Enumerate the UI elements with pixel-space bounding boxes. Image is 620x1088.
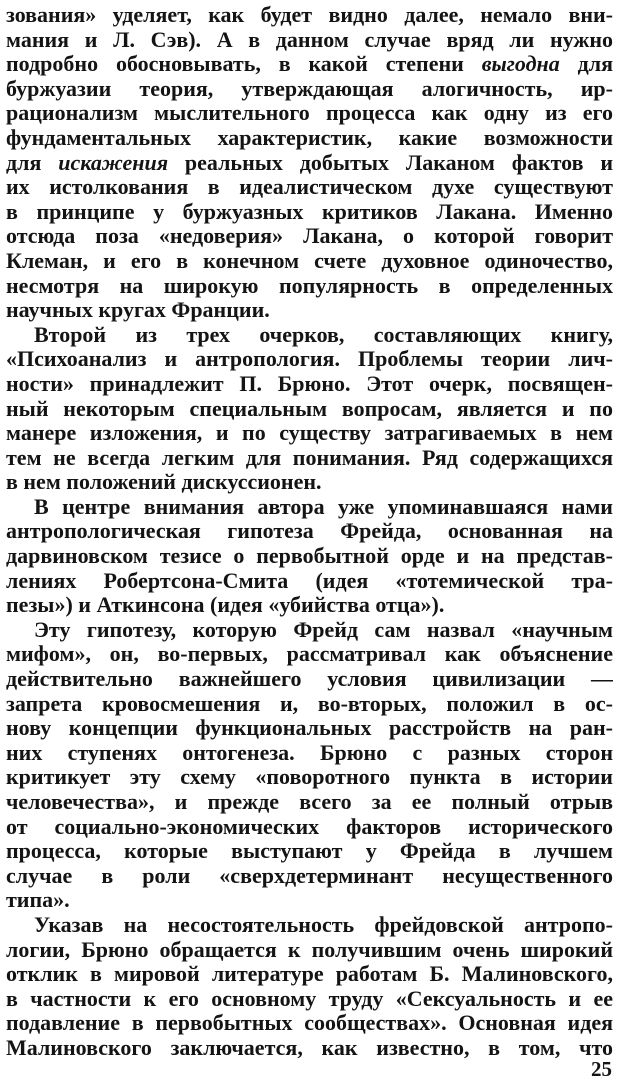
text-line: действительно важнейшего условия цивилизации —	[6, 667, 613, 692]
body-text	[6, 3, 613, 1061]
text-line: Второй из трех очерков, составляющих книгу,	[34, 322, 613, 347]
text-line: них ступенях онтогенеза. Брюно с разных сторон	[6, 740, 613, 765]
text-line: в частности к его основному труду «Сексуальность и ее	[6, 986, 613, 1011]
text-line	[6, 52, 613, 77]
text-line: лениях Робертсона-Смита (идея «тотемической тра-	[6, 568, 613, 593]
text-line: рационализм мыслительного процесса как одну из его	[6, 101, 613, 126]
text-line: Указав на несостоятельность фрейдовской антропо-	[34, 912, 613, 937]
text-line: процесса, которые выступают у Фрейда в лучшем	[6, 839, 613, 864]
text-line: манере изложения, и по существу затрагиваемых в нем	[6, 421, 613, 446]
text-line: дарвиновском тезисе о первобытной орде и на представ-	[6, 544, 613, 569]
text-line: типа».	[6, 888, 70, 913]
text-line: Клеман, и его в конечном счете духовное одиночество,	[6, 248, 613, 273]
text-line: подавление в первобытных сообществах». Основная идея	[6, 1011, 613, 1036]
page-number: 25	[591, 1057, 612, 1081]
text-line: Эту гипотезу, которую Фрейд сам назвал «научным	[34, 617, 613, 642]
text-line	[6, 151, 613, 176]
text-line: человечества», и прежде всего за ее полный отрыв	[6, 790, 613, 814]
text-line: запрета кровосмешения и, во-вторых, положил в ос-	[6, 691, 613, 716]
text-line: их истолкования в идеалистическом духе существуют	[6, 175, 613, 200]
text-segment: реальных добытых Лаканом фактов и	[168, 150, 613, 175]
text-line: «Психоанализ и антропология. Проблемы теории лич-	[6, 347, 613, 372]
text-line: ности» принадлежит П. Брюно. Этот очерк, посвящен-	[6, 371, 613, 396]
text-line: от социально-экономических факторов исторического	[6, 814, 613, 839]
text-line: зования» уделяет, как будет видно далее, немало вни-	[6, 3, 613, 27]
text-line: научных кругах Франции.	[6, 298, 270, 323]
text-line: тем не всегда легким для понимания. Ряд содержащихся	[6, 445, 613, 470]
text-line: критикует эту схему «поворотного пункта в истории	[6, 765, 613, 790]
text-line: В центре внимания автора уже упоминавшаяся нами	[34, 494, 613, 519]
text-segment: подробно обосновывать, в какой степени	[6, 52, 482, 77]
text-line: в принципе у буржуазных критиков Лакана. Именно	[6, 199, 613, 224]
text-line: отсюда поза «недоверия» Лакана, о которой говорит	[6, 224, 613, 249]
text-segment: для	[6, 150, 59, 175]
text-line: антропологическая гипотеза Фрейда, основанная на	[6, 519, 613, 544]
text-line: буржуазии теория, утверждающая алогичность, ир-	[6, 76, 613, 101]
text-line: Малиновского заключается, как известно, в том, что	[6, 1035, 613, 1060]
text-line: несмотря на широкую популярность в определенных	[6, 273, 613, 298]
text-line: логии, Брюно обращается к получившим очень широкий	[6, 937, 613, 962]
text-line: пезы») и Аткинсона (идея «убийства отца»).	[6, 593, 445, 618]
text-line: нову концепции функциональных расстройств на ран-	[6, 716, 613, 741]
text-line: отклик в мировой литературе работам Б. Малиновского,	[6, 962, 613, 987]
text-segment: для	[559, 52, 613, 77]
text-line: случае в роли «сверхдетерминант несущественного	[6, 863, 613, 888]
text-line: фундаментальных характеристик, какие возможности	[6, 125, 613, 150]
text-line: в нем положений дискуссионен.	[6, 470, 322, 495]
emphasis: искажения	[58, 150, 169, 175]
text-line: мания и Л. Сэв). А в данном случае вряд ли нужно	[6, 27, 613, 52]
emphasis: выгодна	[481, 52, 560, 77]
text-line: мифом», он, во-первых, рассматривал как объяснение	[6, 642, 613, 667]
text-line: ный некоторым специальным вопросам, является и по	[6, 396, 613, 421]
